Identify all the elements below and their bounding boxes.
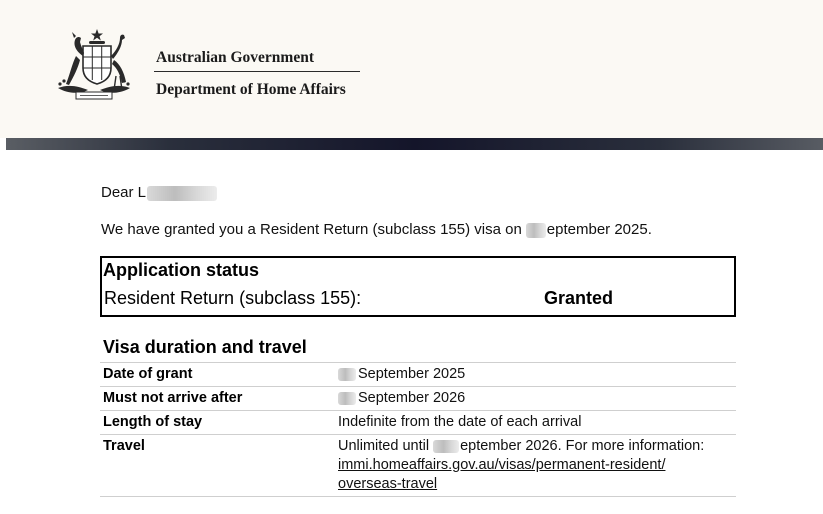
overseas-travel-link[interactable]: immi.homeaffairs.gov.au/visas/permanent-resident/ — [338, 457, 666, 473]
row-value-date-of-grant — [338, 366, 465, 382]
coat-of-arms-icon — [50, 26, 138, 102]
table-rule — [100, 386, 736, 387]
letterhead-divider — [154, 71, 360, 72]
application-status-label: Resident Return (subclass 155): — [104, 288, 362, 308]
letterhead-rule-bar — [6, 138, 823, 150]
table-rule — [100, 496, 736, 497]
row-value-length-of-stay: Indefinite from the date of each arrival — [338, 414, 582, 430]
row-label-date-of-grant: Date of grant — [103, 366, 193, 382]
grant-sentence-start: We have granted you a Resident Return (subclass 155) visa on — [101, 221, 522, 238]
row-value-travel — [338, 438, 704, 454]
travel-text-end: eptember 2026. For more information: — [460, 438, 705, 454]
row-label-must-not-arrive-after: Must not arrive after — [103, 390, 243, 406]
visa-duration-title: Visa duration and travel — [103, 337, 307, 357]
salutation — [101, 184, 217, 201]
row-label-length-of-stay: Length of stay — [103, 414, 203, 430]
table-rule — [100, 362, 736, 363]
travel-text-start: Unlimited until — [338, 438, 430, 454]
department-name: Department of Home Affairs — [156, 81, 346, 98]
row-value-must-not-arrive-after — [338, 390, 465, 406]
government-name: Australian Government — [156, 49, 315, 66]
table-rule — [100, 410, 736, 411]
salutation-text: Dear L — [101, 184, 147, 201]
row-label-travel: Travel — [103, 438, 145, 454]
redacted-day — [433, 440, 459, 453]
grant-sentence-end: eptember 2025. — [546, 221, 652, 238]
redacted-day — [338, 368, 356, 381]
redacted-date — [526, 223, 546, 238]
must-not-arrive-after-text: September 2026 — [358, 390, 466, 406]
redacted-day — [338, 392, 356, 405]
redacted-name — [147, 186, 217, 201]
overseas-travel-link-continued[interactable]: overseas-travel — [338, 476, 438, 492]
grant-sentence — [101, 221, 652, 238]
application-status-value: Granted — [544, 288, 614, 308]
application-status-title: Application status — [103, 260, 260, 280]
date-of-grant-text: September 2025 — [358, 366, 466, 382]
table-rule — [100, 434, 736, 435]
